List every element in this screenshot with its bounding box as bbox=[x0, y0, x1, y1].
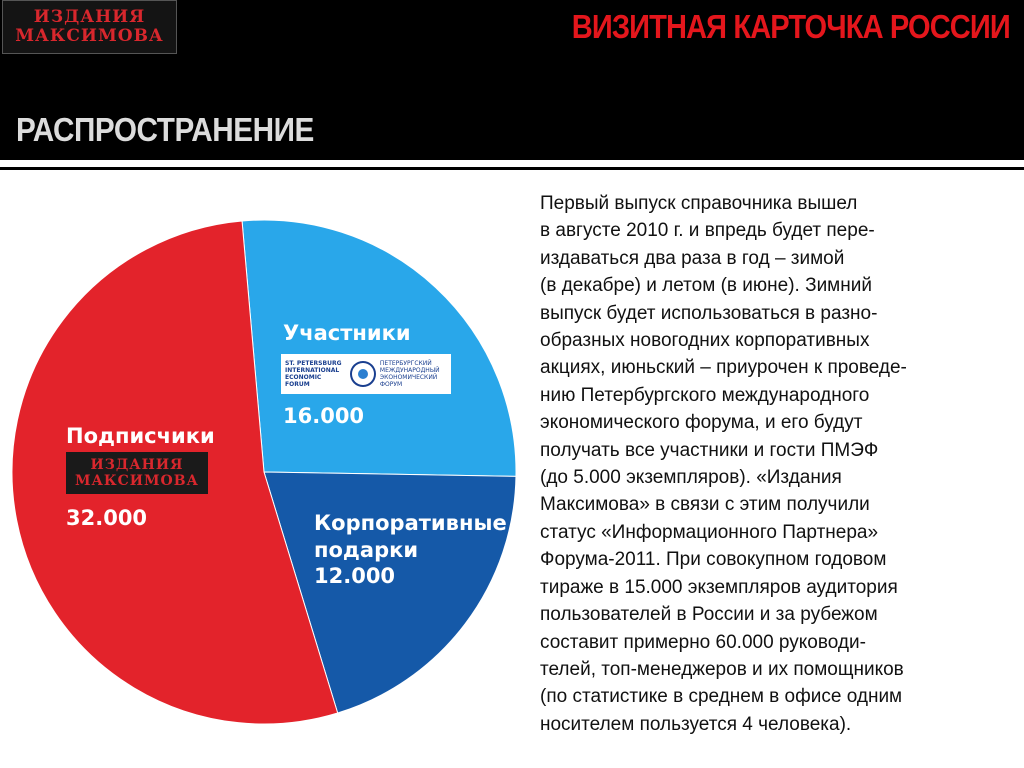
pie-slice-participants bbox=[242, 220, 516, 476]
forum-text-en bbox=[285, 360, 346, 388]
logo-line-1: ИЗДАНИЯ bbox=[33, 7, 146, 27]
sub-logo-line-2: МАКСИМОВА bbox=[75, 473, 199, 489]
forum-en-line: INTERNATIONAL bbox=[285, 367, 340, 374]
slice-value-subscribers: 32.000 bbox=[66, 506, 148, 530]
forum-ru-line: ПЕТЕРБУРГСКИЙ bbox=[379, 360, 432, 367]
forum-en-line: ECONOMIC bbox=[285, 374, 322, 381]
forum-ru-line: ЭКОНОМИЧЕСКИЙ bbox=[379, 374, 438, 381]
section-title: РАСПРОСТРАНЕНИЕ bbox=[16, 111, 314, 148]
forum-ru-line: МЕЖДУНАРОДНЫЙ bbox=[379, 367, 440, 374]
globe-emblem-icon bbox=[350, 361, 376, 387]
description-paragraph: Первый выпуск справочника вышел в августе 2010 г. и впредь будет пере- издаваться два раза в год – зимой (в декабре) и летом (в июне). Зимний выпуск будет использоваться в разно- образных новогодних корпоративных акциях, июньский – приурочен к проведе- нию Петербургского международного экономического форума, и его будут получать все участники и гости ПМЭФ (до 5.000 экземпляров). «Издания Максимова» в связи с этим получили статус «Информационного Партнера» Форума-2011. При совокупном годовом тираже в 15.000 экземпляров аудитория пользователей в России и за рубежом составит примерно 60.000 руководи- телей, топ-менеджеров и их помощников (по статистике в среднем в офисе одним носителем пользуется 4 человека). bbox=[540, 193, 907, 735]
slice-value-corporate-gifts: 12.000 bbox=[314, 564, 396, 588]
logo-line-2: МАКСИМОВА bbox=[15, 26, 164, 46]
page-title: ВИЗИТНАЯ КАРТОЧКА РОССИИ bbox=[571, 8, 1010, 45]
sub-logo-line-1: ИЗДАНИЯ bbox=[90, 457, 184, 473]
slice-label-participants: Участники bbox=[283, 321, 411, 345]
slice-value-participants: 16.000 bbox=[283, 404, 365, 428]
forum-ru-line: ФОРУМ bbox=[379, 381, 403, 388]
spief-forum-logo bbox=[281, 354, 451, 394]
forum-en-line: ST. PETERSBURG bbox=[285, 360, 342, 367]
slice-label-corporate-gifts: Корпоративные подарки bbox=[314, 511, 507, 562]
publisher-logo bbox=[2, 0, 177, 54]
divider bbox=[0, 167, 1024, 170]
subscriber-publisher-logo bbox=[66, 452, 208, 494]
forum-text-ru bbox=[380, 360, 447, 388]
slice-label-subscribers: Подписчики bbox=[66, 424, 215, 448]
forum-en-line: FORUM bbox=[285, 381, 310, 388]
